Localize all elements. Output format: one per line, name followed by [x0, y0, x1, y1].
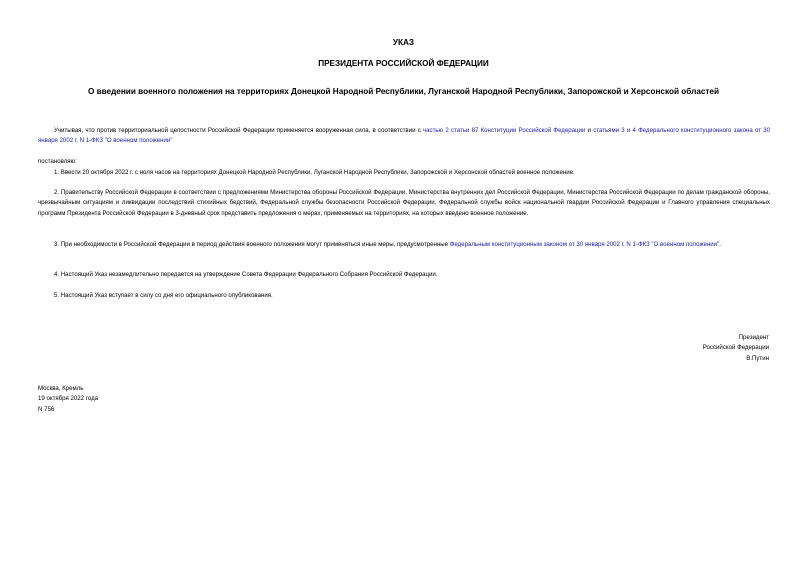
place-city: Москва, Кремль [38, 385, 84, 392]
item-4-paragraph: 4. Настоящий Указ незамедлительно передается на утверждение Совета Федерации Федерального Собрания Российской Федерации. [54, 271, 438, 278]
decree-heading: О введении военного положения на территориях Донецкой Народной Республики, Луганской Народной Республики, Запорожской и Херсонской областей [87, 87, 720, 96]
martial-law-law-link[interactable]: Федеральным конституционным законом от 30 января 2002 г. N 1-ФКЗ "О военном положении" [449, 241, 720, 248]
signature-name: В.Путин [746, 354, 769, 362]
item-3-text: 3. При необходимости в Российской Федерации в период действия военного положения могут применяться иные меры, предусмотренные [54, 241, 450, 248]
constitution-link[interactable]: частью 2 статьи 87 Конституции Российской Федерации [422, 127, 586, 134]
item-1-paragraph: 1. Ввести 20 октября 2022 г. с ноля часов на территориях Донецкой Народной Республики, Луганской Народной Республики, Запорожской и Херсонской областей военное положение. [54, 169, 575, 176]
place-date: 19 октября 2022 года [38, 395, 99, 403]
place-date-block [38, 384, 98, 415]
intro-text-1: Учитывая, что против территориальной целостности Российской Федерации применяется вооруженная сила, в соответствии с [54, 127, 423, 134]
intro-text-2: и [585, 127, 594, 134]
decree-number: N 756 [38, 405, 55, 413]
signature-block [703, 333, 769, 364]
item-3-end: . [719, 241, 721, 248]
martial-law-articles-link[interactable]: статьями 3 и 4 Федерального конституционного закона от 30 января 2002 г. N 1-ФКЗ "О военном положении" [38, 127, 771, 145]
intro-paragraph [38, 126, 770, 147]
signature-country: Российской Федерации [702, 344, 769, 352]
item-3-paragraph [38, 240, 770, 250]
signature-position: Президент [738, 334, 769, 341]
decree-word: постановляю: [38, 158, 77, 165]
item-5-paragraph: 5. Настоящий Указ вступает в силу со дня его официального опубликования. [54, 292, 273, 299]
document-type-title: УКАЗ [392, 38, 415, 47]
item-2-paragraph: 2. Правительству Российской Федерации в соответствии с предложениями Министерства обороны Российской Федерации, Министерства внутренних дел Российской Федерации, Министерства Российской Федерации по делам гражданской обороны, чрезвычайным ситуациям и ликвидации последствий стихийных бедствий, Федеральной службы безопасности Российской Федерации, Федеральной службы войск национальной гвардии Российской Федерации и Главного управления специальных программ Президента Российской Федерации в 3-дневный срок представить предложения о мерах, применяемых на территориях, на которых введено военное положение. [38, 189, 770, 217]
issuer-title: ПРЕЗИДЕНТА РОССИЙСКОЙ ФЕДЕРАЦИИ [318, 59, 489, 68]
